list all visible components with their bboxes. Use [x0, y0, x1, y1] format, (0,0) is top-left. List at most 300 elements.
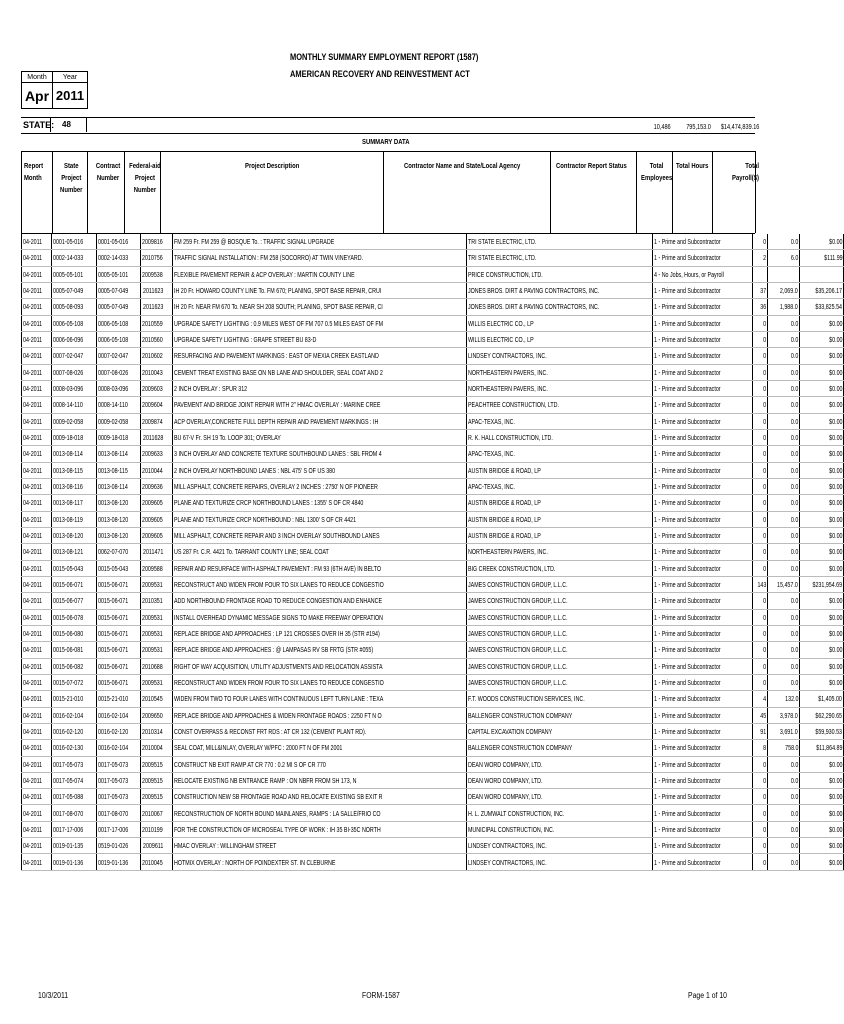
cell-contract	[96, 544, 141, 560]
cell-status	[652, 691, 752, 707]
cell-fed	[141, 364, 173, 380]
cell-pay	[800, 299, 844, 315]
cell-text: 0008-03-096	[52, 384, 83, 394]
cell-status	[652, 348, 752, 364]
cell-contractor	[467, 397, 652, 413]
cell-text: 0	[763, 237, 767, 247]
cell-status	[652, 511, 752, 527]
cell-text: 2010560	[142, 335, 164, 345]
cell-contractor	[467, 250, 652, 266]
col-payroll: Total Payroll($)	[732, 161, 759, 182]
cell-text: 0015-06-071	[97, 645, 128, 655]
cell-contractor	[467, 821, 652, 837]
cell-contract	[96, 413, 141, 429]
cell-state_proj	[51, 462, 96, 478]
year-value: 2011	[52, 82, 88, 109]
cell-fed	[141, 658, 173, 674]
table-row	[22, 723, 844, 739]
cell-hours	[768, 315, 800, 331]
cell-emp	[752, 658, 767, 674]
cell-contractor	[467, 691, 652, 707]
cell-text: 2010602	[142, 351, 164, 361]
cell-desc	[173, 348, 467, 364]
cell-text: 0.0	[790, 612, 799, 622]
cell-text: 0013-08-119	[52, 514, 83, 524]
cell-desc	[173, 609, 467, 625]
cell-text: 0.0	[790, 759, 799, 769]
cell-pay	[800, 821, 844, 837]
cell-status	[652, 642, 752, 658]
cell-text: 0016-02-104	[97, 710, 128, 720]
cell-text: 1 - Prime and Subcontractor	[653, 694, 721, 704]
hdr-rule	[550, 151, 551, 233]
report-title: MONTHLY SUMMARY EMPLOYMENT REPORT (1587)	[290, 52, 479, 63]
cell-contractor	[467, 234, 652, 250]
cell-text: 0005-07-049	[97, 286, 128, 296]
cell-text: ADD NORTHBOUND FRONTAGE ROAD TO REDUCE CONGESTION AND ENHANCE	[174, 596, 383, 606]
cell-text: 0.0	[790, 678, 799, 688]
cell-state_proj	[51, 707, 96, 723]
table-row	[22, 560, 844, 576]
cell-status	[652, 707, 752, 723]
cell-text: $0.00	[828, 678, 843, 688]
cell-text: 0	[763, 645, 767, 655]
cell-text: TRAFFIC SIGNAL INSTALLATION : FM 258 (SOCORRO) AT TWIN VINEYARD.	[174, 253, 364, 263]
cell-emp	[752, 838, 767, 854]
cell-contract	[96, 740, 141, 756]
cell-text: $111.99	[823, 253, 843, 263]
cell-text: 0005-08-093	[52, 302, 83, 312]
cell-text: BU 67-V Fr. SH 19 To. LOOP 301; OVERLAY	[174, 433, 281, 443]
cell-contractor	[467, 544, 652, 560]
cell-emp	[752, 266, 767, 282]
cell-fed	[141, 315, 173, 331]
cell-text: F.T. WOODS CONSTRUCTION SERVICES, INC.	[468, 694, 586, 704]
cell-contract	[96, 331, 141, 347]
cell-text: FOR THE CONSTRUCTION OF MICROSEAL TYPE OF WORK : IH 35 BI-35C NORTH	[174, 824, 381, 834]
grand-total-payroll	[708, 122, 760, 131]
cell-text: 0007-08-026	[97, 367, 128, 377]
cell-fed	[141, 250, 173, 266]
cell-contract	[96, 527, 141, 543]
cell-hours	[768, 723, 800, 739]
table-row	[22, 789, 844, 805]
cell-state_proj	[51, 674, 96, 690]
cell-emp	[752, 560, 767, 576]
cell-state_proj	[51, 854, 96, 870]
table-row	[22, 511, 844, 527]
cell-text: 0015-07-072	[52, 678, 83, 688]
cell-hours	[768, 348, 800, 364]
cell-text: 2009605	[142, 531, 164, 541]
cell-text: 758.0	[784, 743, 799, 753]
cell-hours	[768, 593, 800, 609]
cell-hours	[768, 707, 800, 723]
cell-pay	[800, 478, 844, 494]
table-row	[22, 609, 844, 625]
cell-text: 0013-08-115	[52, 465, 83, 475]
cell-state_proj	[51, 838, 96, 854]
cell-emp	[752, 854, 767, 870]
cell-text: 0017-08-070	[97, 808, 128, 818]
cell-status	[652, 315, 752, 331]
cell-text: 1 - Prime and Subcontractor	[653, 318, 721, 328]
cell-contract	[96, 429, 141, 445]
table-row	[22, 821, 844, 837]
cell-state_proj	[51, 348, 96, 364]
cell-text: 0	[763, 465, 767, 475]
cell-text: WILLIS ELECTRIC CO., LP	[468, 318, 535, 328]
cell-text: 2010067	[142, 808, 164, 818]
cell-text: NORTHEASTERN PAVERS, INC.	[468, 384, 549, 394]
cell-text: 0015-06-071	[97, 596, 128, 606]
cell-fed	[141, 772, 173, 788]
cell-desc	[173, 838, 467, 854]
cell-fed	[141, 413, 173, 429]
cell-text: 04-2011	[23, 759, 43, 769]
cell-contractor	[467, 642, 652, 658]
cell-text: $0.00	[828, 759, 843, 769]
cell-state_proj	[51, 527, 96, 543]
cell-pay	[800, 707, 844, 723]
cell-text: 2010004	[142, 743, 164, 753]
cell-text: 0013-08-114	[97, 449, 128, 459]
cell-text: 0006-05-108	[97, 335, 128, 345]
table-row	[22, 740, 844, 756]
cell-text: $62,290.65	[815, 710, 843, 720]
cell-fed	[141, 707, 173, 723]
cell-text: 0.0	[790, 645, 799, 655]
cell-state_proj	[51, 234, 96, 250]
cell-contract	[96, 266, 141, 282]
hdr-rule	[672, 151, 673, 233]
cell-fed	[141, 593, 173, 609]
month-value: Apr	[21, 82, 53, 109]
cell-text: 0016-02-120	[52, 727, 83, 736]
cell-desc	[173, 527, 467, 543]
hdr-rule	[636, 151, 637, 233]
cell-text: 1 - Prime and Subcontractor	[653, 792, 721, 802]
table-row	[22, 266, 844, 282]
cell-text: $0.00	[828, 824, 843, 834]
cell-text: 2009636	[142, 482, 164, 492]
cell-text: 3 INCH OVERLAY AND CONCRETE TEXTURE SOUTHBOUND LANES : SBL FROM 4	[174, 449, 382, 459]
cell-text: 0.0	[790, 629, 799, 639]
cell-text: $33,825.54	[815, 302, 843, 312]
cell-status	[652, 772, 752, 788]
cell-contract	[96, 805, 141, 821]
cell-text: 0017-17-006	[52, 824, 83, 834]
cell-text: IH 20 Fr. NEAR FM 670 To. NEAR SH 208 SOUTH; PLANING, SPOT BASE REPAIR, CI	[174, 302, 383, 312]
cell-text: 0015-06-082	[52, 661, 83, 671]
cell-text: $0.00	[828, 351, 843, 361]
cell-text: JAMES CONSTRUCTION GROUP, L.L.C.	[468, 580, 569, 590]
cell-text: 0.0	[790, 384, 799, 394]
cell-text: 0002-14-033	[97, 253, 128, 263]
cell-text: 0.0	[790, 531, 799, 541]
cell-month	[22, 266, 52, 282]
cell-text: PEACHTREE CONSTRUCTION, LTD.	[468, 400, 560, 410]
cell-status	[652, 805, 752, 821]
cell-state_proj	[51, 331, 96, 347]
cell-text: 2009531	[142, 580, 164, 590]
table-row	[22, 854, 844, 870]
cell-text: REPAIR AND RESURFACE WITH ASPHALT PAVEMENT : FM 93 (6TH AVE) IN BELTO	[174, 563, 382, 573]
cell-text: 0015-06-071	[52, 580, 83, 590]
cell-text: 0019-01-136	[97, 857, 128, 867]
cell-month	[22, 478, 52, 494]
cell-contract	[96, 593, 141, 609]
cell-text: 04-2011	[23, 857, 43, 867]
cell-text: 0	[763, 498, 767, 508]
cell-month	[22, 462, 52, 478]
cell-contract	[96, 462, 141, 478]
cell-pay	[800, 282, 844, 298]
cell-text: RECONSTRUCT AND WIDEN FROM FOUR TO SIX LANES TO REDUCE CONGESTIO	[174, 678, 384, 688]
cell-text: $0.00	[828, 416, 843, 426]
cell-pay	[800, 380, 844, 396]
cell-hours	[768, 299, 800, 315]
cell-text: 2009515	[142, 775, 164, 785]
cell-desc	[173, 462, 467, 478]
cell-state_proj	[51, 282, 96, 298]
cell-text: 04-2011	[23, 694, 43, 704]
cell-text: 04-2011	[23, 465, 43, 475]
cell-contractor	[467, 756, 652, 772]
cell-contractor	[467, 315, 652, 331]
cell-text: 0013-08-120	[97, 514, 128, 524]
cell-state_proj	[51, 740, 96, 756]
cell-contractor	[467, 560, 652, 576]
cell-text: 04-2011	[23, 547, 43, 557]
cell-text: $1,405.00	[818, 694, 843, 704]
cell-text: 2011628	[142, 433, 164, 443]
cell-text: 04-2011	[23, 580, 43, 590]
cell-text: 0013-08-121	[52, 547, 83, 557]
cell-contract	[96, 478, 141, 494]
cell-text: 1 - Prime and Subcontractor	[653, 759, 721, 769]
cell-text: 04-2011	[23, 237, 43, 247]
cell-text: $0.00	[828, 237, 843, 247]
cell-month	[22, 413, 52, 429]
cell-desc	[173, 511, 467, 527]
cell-text: HMAC OVERLAY : WILLINGHAM STREET	[174, 841, 277, 851]
cell-text: DEAN WORD COMPANY, LTD.	[468, 792, 543, 802]
cell-text: 0	[763, 416, 767, 426]
hdr-rule	[160, 151, 161, 233]
cell-text: CONST OVERPASS & RECONST FRT RDS : AT CR 132 (CEMENT PLANT RD).	[174, 727, 367, 736]
cell-fed	[141, 266, 173, 282]
cell-text: JAMES CONSTRUCTION GROUP, L.L.C.	[468, 645, 569, 655]
cell-hours	[768, 789, 800, 805]
cell-text: 0002-14-033	[52, 253, 83, 263]
cell-text: 0	[763, 775, 767, 785]
cell-status	[652, 723, 752, 739]
cell-text: APAC-TEXAS, INC.	[468, 449, 516, 459]
cell-month	[22, 805, 52, 821]
cell-text: 0013-08-120	[97, 531, 128, 541]
table-row	[22, 234, 844, 250]
cell-hours	[768, 380, 800, 396]
cell-text: $0.00	[828, 857, 843, 867]
cell-fed	[141, 838, 173, 854]
cell-text: 0.0	[790, 596, 799, 606]
cell-text: 0001-05-016	[97, 237, 128, 247]
cell-pay	[800, 266, 844, 282]
cell-pay	[800, 789, 844, 805]
cell-text: 15,457.0	[777, 580, 799, 590]
cell-emp	[752, 756, 767, 772]
cell-text: 0	[763, 808, 767, 818]
cell-emp	[752, 789, 767, 805]
cell-text: NORTHEASTERN PAVERS, INC.	[468, 547, 549, 557]
cell-text: 1 - Prime and Subcontractor	[653, 335, 721, 345]
cell-text: 0	[763, 531, 767, 541]
cell-state_proj	[51, 446, 96, 462]
cell-text: MILL ASPHALT, CONCRETE REPAIR AND 3 INCH OVERLAY SOUTHBOUND LANES	[174, 531, 380, 541]
cell-text: 0008-03-096	[97, 384, 128, 394]
cell-desc	[173, 250, 467, 266]
cell-hours	[768, 625, 800, 641]
cell-month	[22, 642, 52, 658]
cell-text: MUNICIPAL CONSTRUCTION, INC.	[468, 824, 555, 834]
cell-contract	[96, 397, 141, 413]
cell-emp	[752, 331, 767, 347]
table-row	[22, 838, 844, 854]
cell-text: 91	[760, 727, 767, 736]
cell-text: 2 INCH OVERLAY NORTHBOUND LANES : NBL 475' S OF US 380	[174, 465, 336, 475]
cell-text: INSTALL OVERHEAD DYNAMIC MESSAGE SIGNS TO MAKE FREEWAY OPERATION	[174, 612, 384, 622]
cell-text: 0015-06-071	[97, 612, 128, 622]
hdr-rule	[712, 151, 713, 233]
cell-contractor	[467, 348, 652, 364]
cell-desc	[173, 315, 467, 331]
cell-month	[22, 707, 52, 723]
cell-desc	[173, 789, 467, 805]
cell-text: CEMENT TREAT EXISTING BASE ON NB LANE AND SHOULDER, SEAL COAT AND 2	[174, 367, 384, 377]
cell-hours	[768, 642, 800, 658]
cell-text: 04-2011	[23, 727, 43, 736]
cell-state_proj	[51, 805, 96, 821]
cell-text: 2010044	[142, 465, 164, 475]
cell-contract	[96, 348, 141, 364]
cell-emp	[752, 609, 767, 625]
cell-pay	[800, 576, 844, 592]
cell-pay	[800, 429, 844, 445]
cell-emp	[752, 821, 767, 837]
cell-state_proj	[51, 821, 96, 837]
cell-text: 1 - Prime and Subcontractor	[653, 743, 721, 753]
cell-text: 04-2011	[23, 678, 43, 688]
cell-contractor	[467, 462, 652, 478]
cell-text: 0013-08-115	[97, 465, 128, 475]
cell-desc	[173, 723, 467, 739]
cell-text: BALLENGER CONSTRUCTION COMPANY	[468, 710, 573, 720]
cell-text: 0	[763, 857, 767, 867]
cell-text: 04-2011	[23, 433, 43, 443]
cell-text: WILLIS ELECTRIC CO., LP	[468, 335, 535, 345]
cell-text: 2010545	[142, 694, 164, 704]
cell-hours	[768, 250, 800, 266]
cell-pay	[800, 691, 844, 707]
cell-contract	[96, 625, 141, 641]
cell-text: 0	[763, 563, 767, 573]
cell-text: RELOCATE EXISTING NB ENTRANCE RAMP : ON NBFR FROM SH 173, N	[174, 775, 357, 785]
cell-contractor	[467, 495, 652, 511]
cell-month	[22, 740, 52, 756]
cell-hours	[768, 462, 800, 478]
cell-state_proj	[51, 789, 96, 805]
cell-text: BIG CREEK CONSTRUCTION, LTD.	[468, 563, 556, 573]
cell-text: 0.0	[790, 449, 799, 459]
cell-text: 04-2011	[23, 629, 43, 639]
hdr-rule	[383, 151, 384, 233]
hdr-rule	[21, 151, 22, 233]
cell-text: PAVEMENT AND BRIDGE JOINT REPAIR WITH 2" HMAC OVERLAY : MARINE CREE	[174, 400, 381, 410]
cell-text: AUSTIN BRIDGE & ROAD, LP	[468, 465, 542, 475]
cell-text: CONSTRUCTION NEW SB FRONTAGE ROAD AND RELOCATE EXISTING SB EXIT R	[174, 792, 383, 802]
cell-status	[652, 282, 752, 298]
grand-total-employees	[611, 122, 671, 131]
cell-pay	[800, 413, 844, 429]
cell-contract	[96, 234, 141, 250]
cell-status	[652, 413, 752, 429]
cell-status	[652, 838, 752, 854]
col-description: Project Description	[245, 161, 300, 170]
state-top-rule	[21, 117, 755, 119]
cell-text: 0016-02-104	[52, 710, 83, 720]
cell-emp	[752, 315, 767, 331]
cell-text: 0.0	[790, 824, 799, 834]
cell-state_proj	[51, 511, 96, 527]
cell-contractor	[467, 707, 652, 723]
cell-text: 6.0	[790, 253, 799, 263]
cell-state_proj	[51, 576, 96, 592]
cell-text: 2010688	[142, 661, 164, 671]
cell-contractor	[467, 609, 652, 625]
cell-month	[22, 364, 52, 380]
cell-text: 0.0	[790, 498, 799, 508]
cell-text: RECONSTRUCT AND WIDEN FROM FOUR TO SIX LANES TO REDUCE CONGESTIO	[174, 580, 384, 590]
cell-text: 0009-02-058	[97, 416, 128, 426]
cell-month	[22, 429, 52, 445]
cell-text: $0.00	[828, 596, 843, 606]
cell-hours	[768, 413, 800, 429]
cell-contract	[96, 282, 141, 298]
cell-text: $0.00	[828, 384, 843, 394]
cell-text: JONES BROS. DIRT & PAVING CONTRACTORS, INC.	[468, 286, 600, 296]
cell-text: 2009603	[142, 384, 164, 394]
cell-text: 0015-06-071	[97, 678, 128, 688]
cell-status	[652, 299, 752, 315]
cell-pay	[800, 331, 844, 347]
cell-fed	[141, 740, 173, 756]
cell-text: 0013-08-120	[52, 531, 83, 541]
cell-text: 0015-06-071	[97, 629, 128, 639]
cell-contractor	[467, 478, 652, 494]
summary-rule-bottom	[21, 151, 755, 152]
cell-fed	[141, 576, 173, 592]
cell-pay	[800, 315, 844, 331]
cell-text: $0.00	[828, 531, 843, 541]
cell-text: 0006-05-108	[97, 318, 128, 328]
cell-text: 2011623	[142, 286, 164, 296]
cell-text: 1 - Prime and Subcontractor	[653, 775, 721, 785]
cell-status	[652, 266, 752, 282]
cell-desc	[173, 593, 467, 609]
state-label: STATE:	[23, 120, 55, 130]
cell-text: 04-2011	[23, 318, 43, 328]
